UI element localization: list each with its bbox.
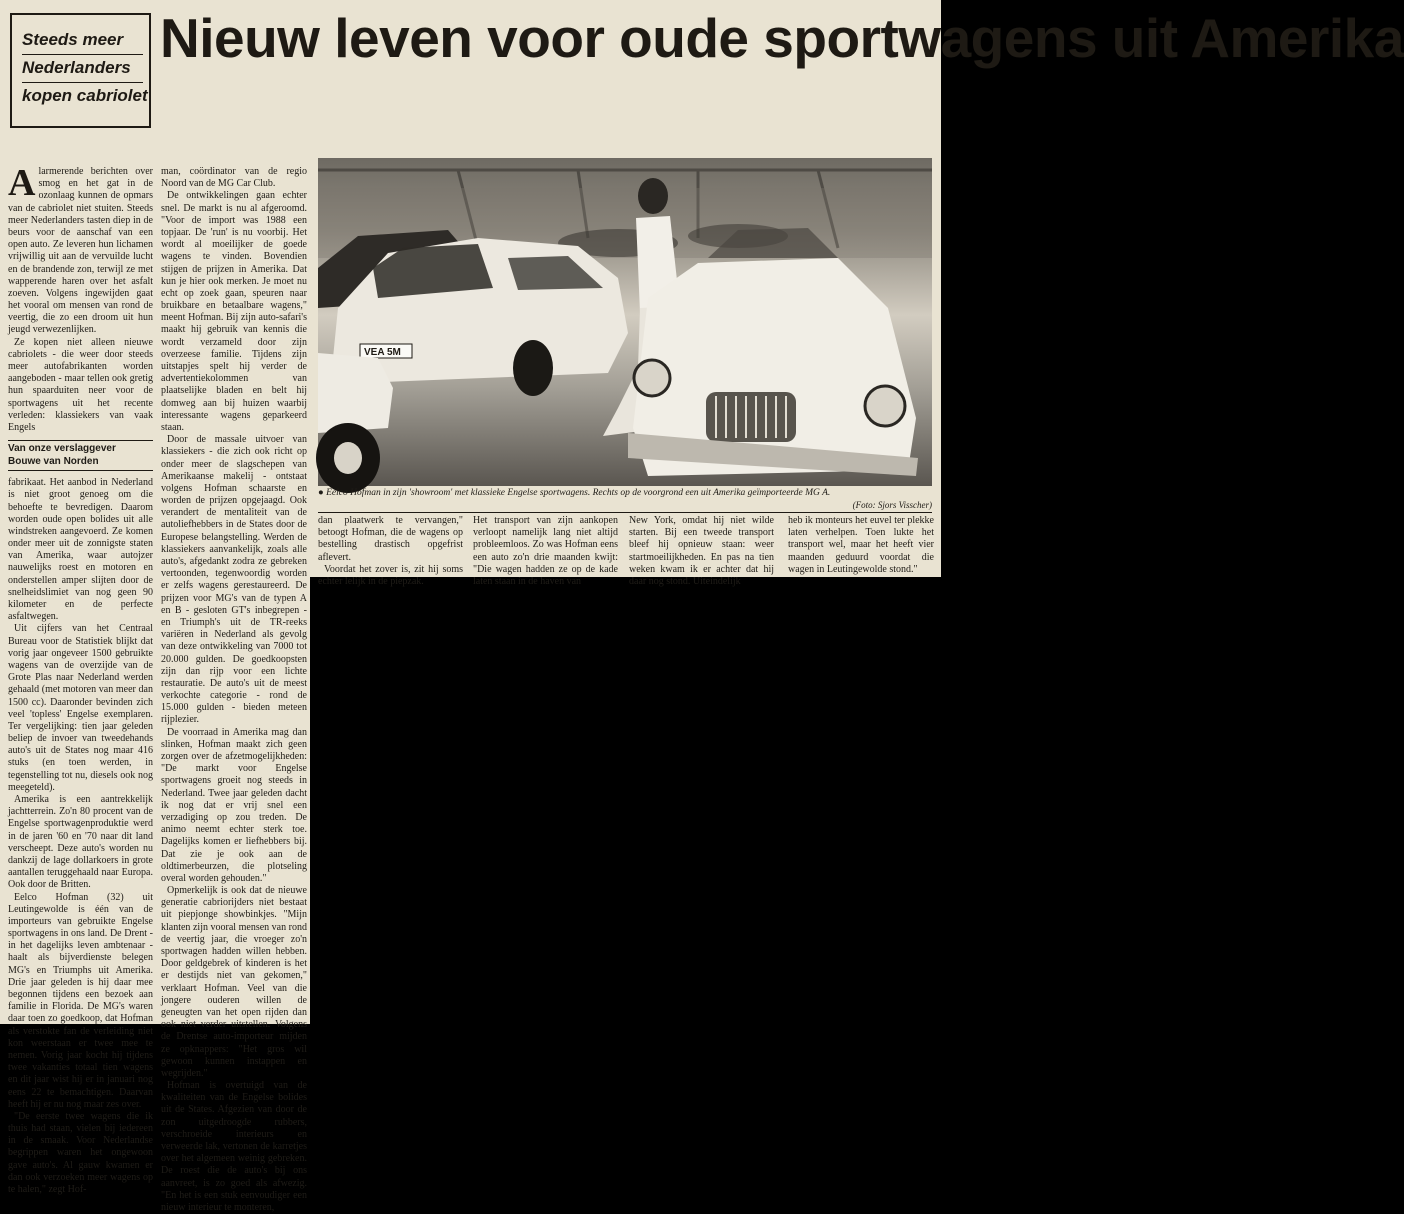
article-column-5 (629, 515, 774, 587)
kicker-line: kopen cabriolet (22, 85, 148, 105)
drop-cap: A (8, 162, 36, 204)
paragraph: Ze kopen niet alleen nieuwe cabriolets - die weer door steeds meer autofabrikanten worden aangeboden - maar tellen ook gretig hun spaarduiten neer voor de sportwagens uit het recente verleden: klassiekers van vaak Engels (8, 336, 153, 433)
paragraph: De voorraad in Amerika mag dan slinken, Hofman maakt zich geen zorgen over de afzetmogelijkheden: "De markt voor Engelse sportwagens groeit nog steeds in Nederland. Twee jaar geleden dacht ik nog dat er vrij snel een verzadiging op zou treden. De animo neemt echter sterk toe. Dagelijks komen er liefhebbers bij. Dat zie je ook aan de oldtimerbeurzen, die plotseling overal worden gehouden." (161, 726, 307, 884)
paragraph: dan plaatwerk te vervangen," betoogt Hofman, die de wagens op bestelling drastisch opgefrist aflevert. (318, 515, 463, 563)
caption-rule (318, 512, 932, 513)
paragraph: fabrikaat. Het aanbod in Nederland is niet groot genoeg om die behoefte te bevredigen. Daarom worden oude open bolides uit alle windstreken aangevoerd. Ze komen onder meer uit de zonnigste staten van Amerika, waar autojzer nauwelijks roest en motoren en onderstellen amper slijten door de snelheidslimiet van nog geen 90 kilometer en de perfecte asfaltwegen. (8, 477, 153, 623)
kicker-box (10, 13, 151, 128)
article-column-1 (8, 162, 153, 1195)
paragraph: man, coördinator van de regio Noord van de MG Car Club. (161, 166, 307, 190)
paragraph: Hofman is overtuigd van de kwaliteiten van de Engelse bolides uit de States. Afgezien van door de zon uitgedroogde rubbers, verschroeide interieurs en verweerde lak, vertonen de karretjes over het algemeen weinig gebreken. De roest die de auto's bij ons aanvreet, is zo goed als afwezig. "En het is een stuk eenvoudiger een nieuw interieur te monteren, (161, 1080, 307, 1213)
byline-role: Van onze verslaggever (8, 443, 116, 455)
photo-illustration (318, 158, 932, 486)
paragraph: Opmerkelijk is ook dat de nieuwe generatie cabriorijders niet bestaat uit piepjonge showbinkjes. "Mijn klanten zijn vooral mensen van rond de veertig jaar, die vroeger zo'n sportwagen hadden willen hebben. Door geldgebrek of kinderen is het er destijds niet van gekomen," verklaart Hofman. Veel van die jongere ouderen willen de geneugten van het open rijden dan ook niet verder uitstellen. Volgens de Drentse auto-importeur mijden ze opknappers: "Het gros wil gewoon kunnen instappen en wegrijden." (161, 885, 307, 1079)
paragraph: Amerika is een aantrekkelijk jachtterrein. Zo'n 80 procent van de Engelse sportwagenproduktie werd in de jaren '60 en '70 naar dit land verscheept. Deze auto's worden nu dankzij de lage dollarkoers in grote aantallen teruggehaald naar Europa. Ook door de Britten. (8, 794, 153, 891)
paragraph: Uit cijfers van het Centraal Bureau voor de Statistiek blijkt dat vorig jaar ongeveer 1500 gebruikte wagens van de overzijde van de Grote Plas naar Nederland werden gehaald (met motoren van meer dan 1500 cc). Daaronder bevinden zich veel 'topless' Engelse exemplaren. Ter vergelijking: tien jaar geleden beliep de invoer van tweedehands auto's uit de States nog maar 416 stuks (en toen werden, in tegenstelling tot nu, diesels ook nog meegeteld). (8, 623, 153, 793)
photo-credit: (Foto: Sjors Visscher) (852, 500, 932, 510)
paragraph: De ontwikkelingen gaan echter snel. De markt is nu al afgeroomd. "Voor de import was 1988 een topjaar. De 'run' is nu voorbij. Het wordt al moeilijker de goede wagens te vinden. Bovendien stijgen de prijzen in Amerika. Dat kun je hier ook merken. Je moet nu echt op zoek gaan, speuren naar bruikbare en betaalbare wagens," meent Hofman. Bij zijn auto-safari's maakt hij gebruik van kennis die wordt verzameld door zijn overzeese familie. Tijdens zijn uitstapjes spelt hij verder de advertentiekolommen van plaatselijke bladen en belt hij domweg aan bij huizen waarbij interessante wagens geparkeerd staan. (161, 190, 307, 433)
paragraph: "De eerste twee wagens die ik thuis had staan, vielen bij iedereen in de smaak. Voor Nederlandse begrippen waren het ongewoon gave auto's. Al gauw kwamen er dan ook verzoeken meer wagens op te halen," zegt Hof- (8, 1110, 153, 1195)
headline-text: Nieuw leven voor oude sportwagens uit Amerika (160, 7, 1404, 69)
article-column-2 (161, 166, 307, 1213)
paragraph: Het transport van zijn aankopen verloopt namelijk lang niet altijd probleemloos. Zo was Hofman eens een auto zo'n drie maanden kwijt: "Die wagen hadden ze op de kade laten staan in de haven van (473, 515, 618, 587)
article-column-6 (788, 515, 934, 575)
photo-caption: ● Eelco Hofman in zijn 'showroom' met klassieke Engelse sportwagens. Rechts op de voorgrond een uit Amerika geïmporteerde MG A. (318, 488, 831, 498)
paragraph: heb ik monteurs het euvel ter plekke laten verhelpen. Toen lukte het transport wel, maar het heeft vier maanden geduurd voordat die wagen in Leutingewolde stond." (788, 515, 934, 575)
license-plate: VEA 5M (364, 347, 401, 358)
paragraph: Voordat het zover is, zit hij soms echter lelijk in de piepzak. (318, 563, 463, 587)
kicker-line: Steeds meer (22, 27, 143, 55)
byline (8, 440, 153, 471)
paragraph: New York, omdat hij niet wilde starten. Bij een tweede transport bleef hij opnieuw staan: weer startmoeilijkheden. En pas na tien weken kwam ik er achter dat hij daar nog stond. Uiteindelijk (629, 515, 774, 587)
paragraph: Door de massale uitvoer van klassiekers - die zich ook richt op onder meer de slagschepen van Amerikaanse makelij - ontstaat volgens Hofman schaarste en worden de prijzen opgejaagd. Ook verandert de mentaliteit van de autoliefhebbers in de States door de Europese belangstelling. Werden de klassiekers aanvankelijk, zoals alle auto's, afgedankt zodra ze gebreken vertoonden, tegenwoordig worden er zelfs wagens gerestaureerd. De prijzen voor MG's van de typen A en B - gesloten GT's inbegrepen - en Triumph's uit de TR-reeks variëren in Nederland als gevolg van deze ontwikkeling van 7000 tot 20.000 gulden. De goedkoopsten zijn dan rijp voor een lichte restauratie. De auto's uit de meest verkochte categorie - rond de 15.000 gulden - bieden meteen rijplezier. (161, 434, 307, 726)
article-column-3 (318, 515, 463, 587)
article-column-4 (473, 515, 618, 587)
headline (160, 7, 1404, 69)
byline-author: Bouwe van Norden (8, 455, 99, 467)
showroom-photo (318, 158, 932, 486)
paragraph: Eelco Hofman (32) uit Leutingewolde is één van de importeurs van gebruikte Engelse sportwagens in ons land. De Drent - in het dagelijks leven ambtenaar - haalt als bijverdienste belegen MG's en Triumphs uit Amerika. Drie jaar geleden is hij daar mee begonnen tijdens een bezoek aan familie in Florida. De MG's waren daar toen zo goedkoop, dat Hofman als verstokte fan de verleiding niet kon weerstaan er twee mee te nemen. Vorig jaar kocht hij tijdens twee vakanties totaal tien wagens en dit jaar wist hij er in januari nog eens 22 te bemachtigen. Daarvan heeft hij er nu nog maar zes over. (8, 891, 153, 1110)
kicker-line: Nederlanders (22, 55, 143, 83)
paragraph: larmerende berichten over smog en het gat in de ozonlaag kunnen de opmars van de cabriolet niet stuiten. Steeds meer Nederlanders tasten diep in de beurs voor de aanschaf van een open auto. Ze leveren hun lichamen vrijwillig uit aan de vervuilde lucht en de brandende zon, terwijl ze met wapperende haren over het asfalt zoeven. Volgens ingewijden gaat het vooral om mensen van rond de veertig, die zo een droom uit hun jeugd verwezenlijken. (8, 166, 153, 336)
